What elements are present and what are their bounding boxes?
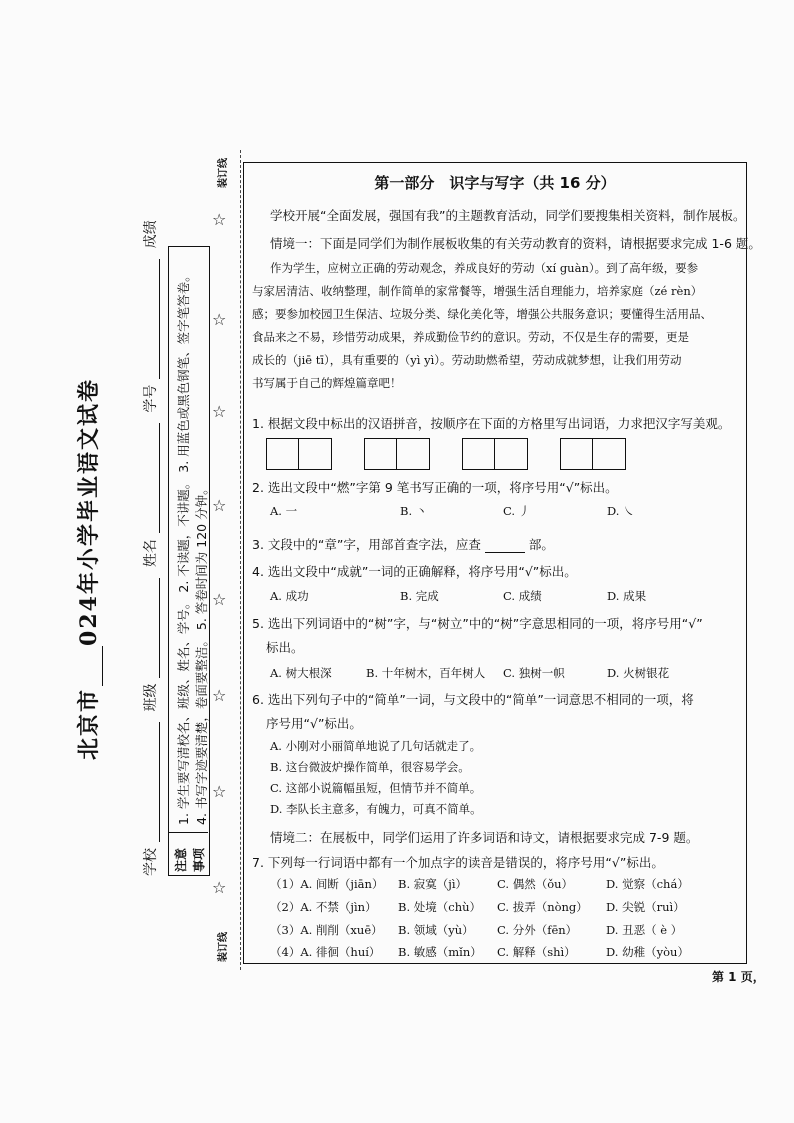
- class-label: 班级: [143, 683, 159, 712]
- binding-label-bottom: 装订线: [218, 932, 229, 962]
- name-label: 姓名: [143, 539, 159, 568]
- page-number: 第 1 页，: [712, 970, 765, 984]
- q6-option[interactable]: C. 这部小说篇幅虽短，但情节并不简单。: [270, 781, 482, 795]
- q5-option[interactable]: A. 树大根深: [270, 666, 332, 680]
- student-info-row: [140, 214, 160, 876]
- question-7: 7. 下列每一行词语中都有一个加点字的读音是错误的，将序号用“√”标出。: [252, 855, 664, 870]
- school-label: 学校: [143, 848, 159, 876]
- star-icon: ☆: [212, 210, 227, 229]
- question-6-cont: 序号用“√”标出。: [266, 716, 362, 731]
- passage-line: 与家居清洁、收纳整理，制作简单的家常餐等，增强生活自理能力，培养家庭（zé rèn）: [252, 284, 703, 298]
- passage-line: 食品来之不易，珍惜劳动成果，养成勤俭节约的意识。劳动，不仅是生存的需要，更是: [252, 330, 689, 344]
- question-4: 4. 选出文段中“成就”一词的正确解释，将序号用“√”标出。: [252, 564, 577, 579]
- binding-line: [240, 150, 241, 970]
- q2-option[interactable]: A. 一: [270, 504, 298, 518]
- question-3: 3. 文段中的“章”字，用部首查字法，应查 部。: [252, 537, 554, 552]
- title-obscured-blank: [84, 646, 103, 686]
- star-icon: ☆: [212, 782, 227, 801]
- star-icon: ☆: [212, 310, 227, 329]
- q7-option[interactable]: B. 领域（yù）: [398, 923, 474, 937]
- question-5: 5. 选出下列词语中的“树”字，与“树立”中的“树”字意思相同的一项，将序号用“√”: [252, 616, 703, 631]
- q7-option[interactable]: C. 拔弄（nòng）: [497, 900, 588, 914]
- q7-option[interactable]: B. 处境（chù）: [398, 900, 482, 914]
- student-no-field[interactable]: [145, 259, 160, 379]
- q7-option[interactable]: D. 幼稚（yòu）: [606, 945, 689, 959]
- q7-option[interactable]: C. 解释（shì）: [497, 945, 576, 959]
- q2-option[interactable]: D. ㇏: [607, 504, 635, 518]
- scene-1-text: 情境一：下面是同学们为制作展板收集的有关劳动教育的资料，请根据要求完成 1-6 题。: [270, 236, 761, 251]
- notice-line-1: 1. 学生要写清校名、班级、姓名、学号。 2. 不读题，不讲题。 3. 用蓝色或黑色钢笔、签字笔答卷。: [176, 269, 191, 825]
- passage-line: 成长的（jiē tī），具有重要的（yì yì）。劳动助燃希望，劳动成就梦想，让我们用劳动: [252, 353, 682, 367]
- class-field[interactable]: [145, 578, 160, 678]
- question-5-cont: 标出。: [266, 640, 304, 655]
- q6-option[interactable]: D. 李队长主意多，有魄力，可真不简单。: [270, 802, 482, 816]
- question-1: 1. 根据文段中标出的汉语拼音，按顺序在下面的方格里写出词语，力求把汉字写美观。: [252, 416, 731, 431]
- answer-box[interactable]: [462, 438, 528, 470]
- scene-2-text: 情境二：在展板中，同学们运用了许多词语和诗文，请根据要求完成 7-9 题。: [270, 830, 699, 845]
- passage-line: 书写属于自己的辉煌篇章吧！: [252, 376, 402, 390]
- answer-box[interactable]: [266, 438, 332, 470]
- q6-option[interactable]: A. 小刚对小丽简单地说了几句话就走了。: [270, 739, 482, 753]
- passage-line: 感；要参加校园卫生保洁、垃圾分类、绿化美化等，增强公共服务意识；要懂得生活用品、: [252, 307, 712, 321]
- star-icon: ☆: [212, 402, 227, 421]
- question-2: 2. 选出文段中“燃”字第 9 笔书写正确的一项，将序号用“√”标出。: [252, 480, 618, 495]
- q4-option[interactable]: B. 完成: [400, 589, 439, 603]
- notice-line-2: 4. 书写字迹要清楚，卷面要整洁。 5. 答卷时间为 120 分钟。: [194, 482, 209, 825]
- star-icon: ☆: [212, 878, 227, 897]
- answer-box[interactable]: [364, 438, 430, 470]
- question-6: 6. 选出下列句子中的“简单”一词，与文段中的“简单”一词意思不相同的一项，将: [252, 692, 694, 707]
- q7-option[interactable]: B. 寂寞（jì）: [398, 877, 468, 891]
- star-icon: ☆: [212, 686, 227, 705]
- q4-option[interactable]: C. 成绩: [503, 589, 542, 603]
- q5-option[interactable]: C. 独树一帜: [503, 666, 565, 680]
- q7-option[interactable]: B. 敏感（mǐn）: [398, 945, 482, 959]
- score-label: 成绩: [143, 220, 159, 249]
- star-icon: ☆: [212, 590, 227, 609]
- q2-option[interactable]: C. 丿: [503, 504, 531, 518]
- name-field[interactable]: [145, 423, 160, 533]
- q3-answer-blank[interactable]: [485, 540, 525, 553]
- notice-label: 注意 事项: [174, 847, 206, 872]
- q7-option[interactable]: （3）A. 削削（xuē）: [270, 923, 383, 937]
- q4-option[interactable]: D. 成果: [607, 589, 647, 603]
- intro-text: 学校开展“全面发展，强国有我”的主题教育活动，同学们要搜集相关资料，制作展板。: [270, 208, 746, 223]
- q6-option[interactable]: B. 这台微波炉操作简单，很容易学会。: [270, 760, 470, 774]
- exam-title: 北京市024年小学毕业语文试卷: [76, 378, 102, 760]
- q7-option[interactable]: D. 觉察（chá）: [606, 877, 689, 891]
- q7-option[interactable]: C. 分外（fēn）: [497, 923, 578, 937]
- q2-option[interactable]: B. 丶: [400, 504, 428, 518]
- q7-option[interactable]: C. 偶然（ǒu）: [497, 877, 574, 891]
- q4-option[interactable]: A. 成功: [270, 589, 309, 603]
- q7-option[interactable]: （4）A. 徘徊（huí）: [270, 945, 381, 959]
- binding-label-top: 装订线: [218, 158, 229, 188]
- section-title: 第一部分 识字与写字（共 16 分）: [374, 174, 616, 192]
- q7-option[interactable]: D. 丑恶（ è ）: [606, 923, 683, 937]
- q7-option[interactable]: D. 尖锐（ruì）: [606, 900, 685, 914]
- school-field[interactable]: [145, 722, 160, 842]
- passage-line: 作为学生，应树立正确的劳动观念，养成良好的劳动（xí guàn）。到了高年级，要参: [270, 261, 699, 275]
- answer-box[interactable]: [560, 438, 626, 470]
- q5-option[interactable]: B. 十年树木，百年树人: [366, 666, 486, 680]
- q7-option[interactable]: （1）A. 间断（jiān）: [270, 877, 384, 891]
- q7-option[interactable]: （2）A. 不禁（jìn）: [270, 900, 377, 914]
- q5-option[interactable]: D. 火树银花: [607, 666, 670, 680]
- star-icon: ☆: [212, 496, 227, 515]
- student-no-label: 学号: [143, 384, 159, 413]
